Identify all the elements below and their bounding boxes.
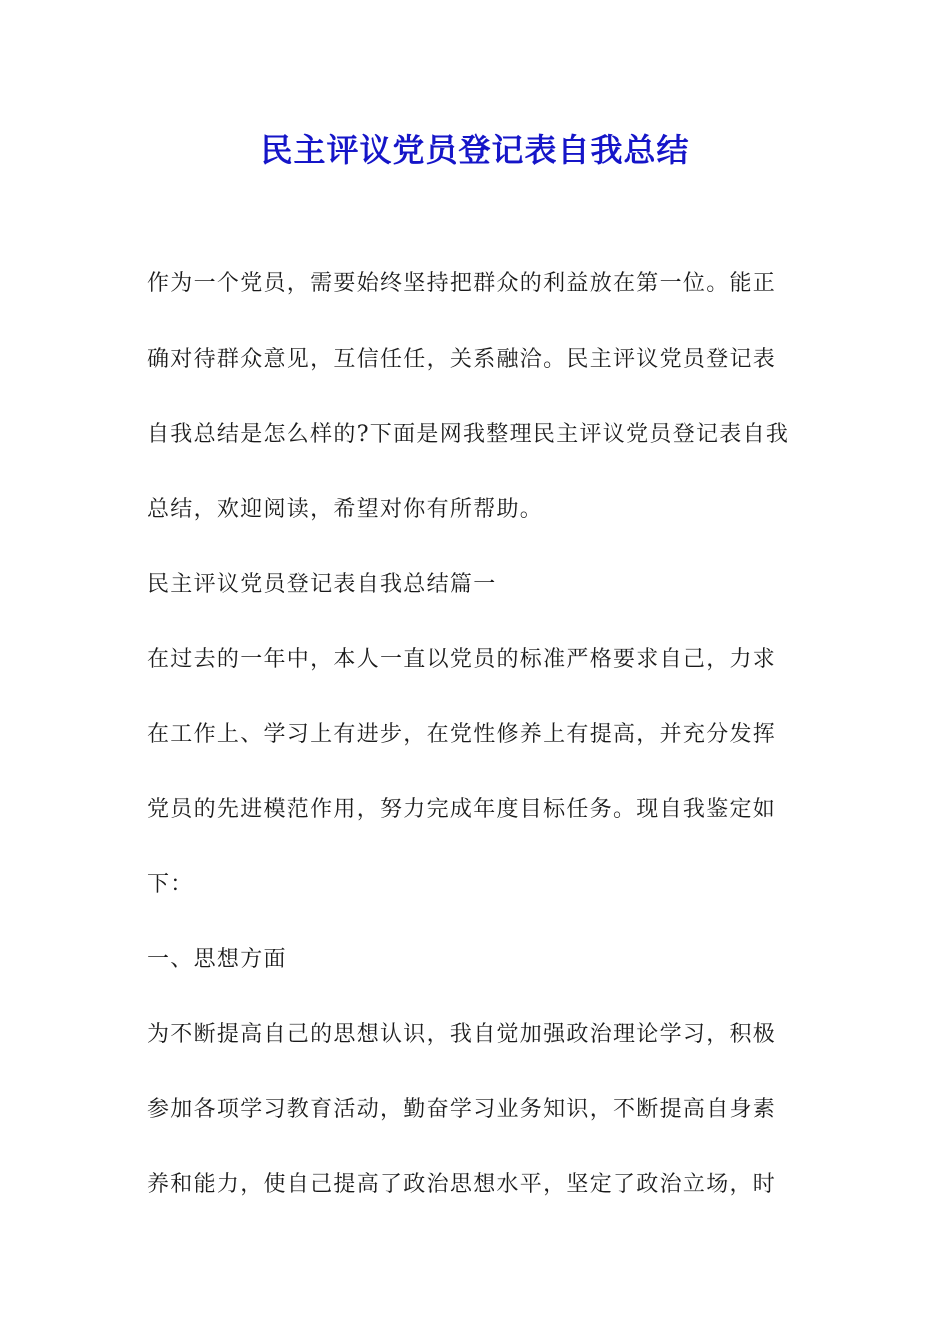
body-text-line: 养和能力，使自己提高了政治思想水平，坚定了政治立场，时 [147,1172,777,1197]
body-text-line: 党员的先进模范作用，努力完成年度目标任务。现自我鉴定如 [147,797,777,822]
body-text-line: 为不断提高自己的思想认识，我自觉加强政治理论学习，积极 [147,1022,777,1047]
subsection-heading: 一、思想方面 [147,947,287,972]
body-text-line: 在过去的一年中，本人一直以党员的标准严格要求自己，力求 [147,647,777,672]
body-text-line: 总结，欢迎阅读，希望对你有所帮助。 [147,497,544,522]
section-heading: 民主评议党员登记表自我总结篇一 [147,572,497,597]
body-text-line: 在工作上、学习上有进步，在党性修养上有提高，并充分发挥 [147,722,777,747]
body-text-line: 下： [147,872,194,897]
body-text-line: 作为一个党员，需要始终坚持把群众的利益放在第一位。能正 [147,271,777,296]
document-title: 民主评议党员登记表自我总结 [260,131,690,169]
body-text-line: 自我总结是怎么样的?下面是网我整理民主评议党员登记表自我 [147,422,790,447]
body-text-line: 参加各项学习教育活动，勤奋学习业务知识，不断提高自身素 [147,1097,777,1122]
body-text-line: 确对待群众意见，互信任任，关系融洽。民主评议党员登记表 [147,347,777,372]
